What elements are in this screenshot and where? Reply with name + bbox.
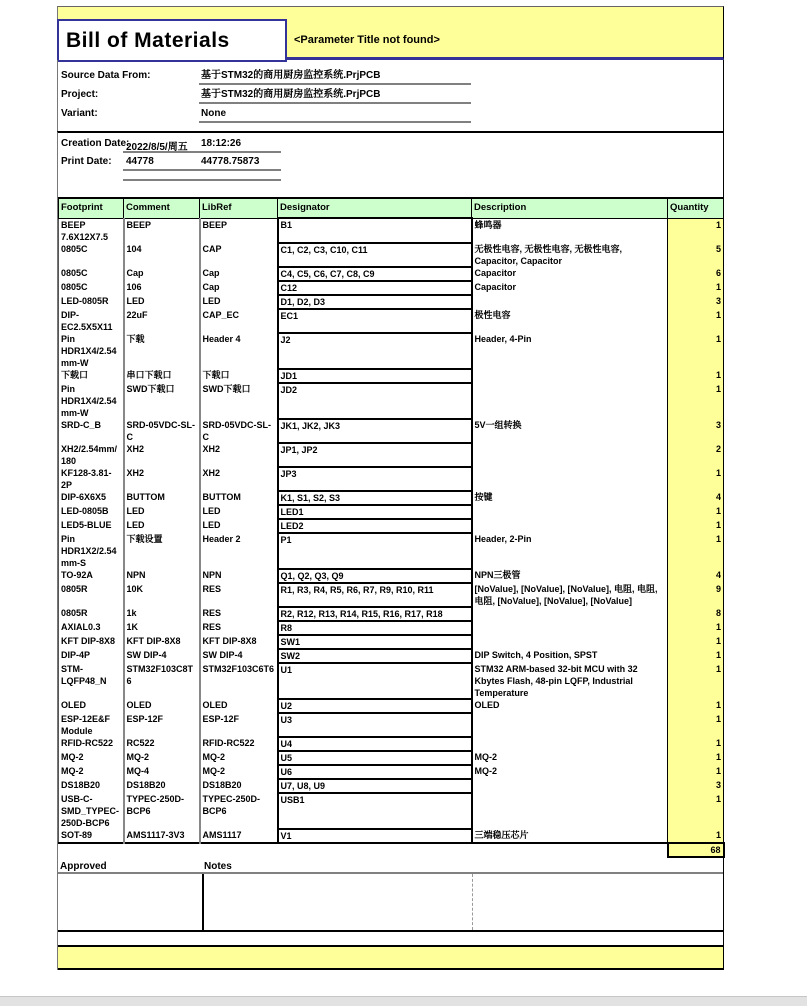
cell-quantity: 1 xyxy=(668,383,724,419)
cell-comment: 22uF xyxy=(124,309,200,333)
cell-description: Capacitor xyxy=(474,267,517,278)
cell-description: Header, 4-Pin xyxy=(474,333,532,344)
cell-libref: BUTTOM xyxy=(200,491,278,505)
footer-labels-row xyxy=(58,859,723,874)
cell-comment: KFT DIP-8X8 xyxy=(124,635,200,649)
cell-quantity: 1 xyxy=(668,751,724,765)
cell-quantity: 1 xyxy=(668,533,724,569)
cell-designator: D1, D2, D3 xyxy=(278,295,472,309)
dates-divider-rule xyxy=(123,179,281,181)
cell-quantity: 1 xyxy=(668,218,724,243)
cell-footprint: 0805R xyxy=(59,607,124,621)
cell-designator: U2 xyxy=(278,699,472,713)
cell-description xyxy=(472,793,668,829)
column-header-designator: Designator xyxy=(278,198,472,218)
cell-comment: 下载 xyxy=(124,333,200,369)
table-row xyxy=(59,419,724,443)
table-row xyxy=(59,267,724,281)
table-row xyxy=(59,737,724,751)
cell-designator: R8 xyxy=(278,621,472,635)
cell-designator: C12 xyxy=(278,281,472,295)
table-row xyxy=(59,713,724,737)
cell-libref: SWD下载口 xyxy=(200,383,278,419)
cell-comment: LED xyxy=(124,505,200,519)
cell-comment: XH2 xyxy=(124,467,200,491)
cell-footprint: DS18B20 xyxy=(59,779,124,793)
cell-libref: RES xyxy=(200,621,278,635)
print-date-row xyxy=(58,155,725,171)
cell-quantity: 6 xyxy=(668,267,724,281)
notes-label: Notes xyxy=(204,860,232,872)
cell-designator: V1 xyxy=(278,829,472,843)
cell-designator: SW2 xyxy=(278,649,472,663)
cell-libref: CAP_EC xyxy=(200,309,278,333)
cell-designator: SW1 xyxy=(278,635,472,649)
cell-footprint: Pin HDR1X4/2.54mm-W xyxy=(59,383,124,419)
cell-comment: SW DIP-4 xyxy=(124,649,200,663)
bom-table-body xyxy=(59,218,724,843)
cell-libref: SW DIP-4 xyxy=(200,649,278,663)
cell-footprint: RFID-RC522 xyxy=(59,737,124,751)
cell-footprint: 0805C xyxy=(59,243,124,267)
cell-description xyxy=(472,607,668,621)
cell-quantity: 9 xyxy=(668,583,724,607)
source-data-row xyxy=(58,68,723,87)
cell-libref: MQ-2 xyxy=(200,765,278,779)
cell-designator: C1, C2, C3, C10, C11 xyxy=(278,243,472,267)
cell-comment: 下载设置 xyxy=(124,533,200,569)
cell-comment: BEEP xyxy=(124,218,200,243)
table-row xyxy=(59,751,724,765)
bom-table-header xyxy=(59,198,724,218)
cell-designator: JP3 xyxy=(278,467,472,491)
cell-libref: OLED xyxy=(200,699,278,713)
cell-quantity: 3 xyxy=(668,779,724,793)
table-row xyxy=(59,765,724,779)
cell-quantity: 1 xyxy=(668,467,724,491)
table-row xyxy=(59,649,724,663)
cell-designator: R2, R12, R13, R14, R15, R16, R17, R18 xyxy=(278,607,472,621)
cell-comment: 104 xyxy=(124,243,200,267)
cell-footprint: ESP-12E&F Module xyxy=(59,713,124,737)
cell-comment: NPN xyxy=(124,569,200,583)
cell-description xyxy=(472,737,668,751)
table-row xyxy=(59,793,724,829)
total-row-spacer xyxy=(59,843,668,857)
cell-footprint: DIP-6X6X5 xyxy=(59,491,124,505)
cell-description: NPN三极管 xyxy=(474,569,521,580)
cell-designator: LED1 xyxy=(278,505,472,519)
table-row xyxy=(59,295,724,309)
cell-comment: 1k xyxy=(124,607,200,621)
column-header-comment: Comment xyxy=(124,198,200,218)
cell-footprint: USB-C-SMD_TYPEC-250D-BCP6 xyxy=(59,793,124,829)
table-row xyxy=(59,607,724,621)
cell-description: Capacitor xyxy=(474,281,517,292)
table-row xyxy=(59,218,724,243)
print-date-value: 44778 xyxy=(126,156,154,167)
cell-footprint: AXIAL0.3 xyxy=(59,621,124,635)
table-row xyxy=(59,583,724,607)
cell-libref: RES xyxy=(200,607,278,621)
cell-designator: C4, C5, C6, C7, C8, C9 xyxy=(278,267,472,281)
cell-description: 蜂鸣器 xyxy=(474,219,502,230)
cell-libref: MQ-2 xyxy=(200,751,278,765)
cell-footprint: 0805C xyxy=(59,281,124,295)
cell-comment: OLED xyxy=(124,699,200,713)
cell-designator: U6 xyxy=(278,765,472,779)
cell-description: 三端稳压芯片 xyxy=(474,829,529,840)
cell-libref: TYPEC-250D-BCP6 xyxy=(200,793,278,829)
cell-quantity: 1 xyxy=(668,829,724,843)
cell-libref: NPN xyxy=(200,569,278,583)
cell-comment: SRD-05VDC-SL-C xyxy=(124,419,200,443)
cell-comment: LED xyxy=(124,519,200,533)
cell-libref: Cap xyxy=(200,281,278,295)
cell-designator: JK1, JK2, JK3 xyxy=(278,419,472,443)
cell-quantity: 1 xyxy=(668,635,724,649)
cell-designator: JD1 xyxy=(278,369,472,383)
cell-quantity: 1 xyxy=(668,519,724,533)
cell-quantity: 3 xyxy=(668,295,724,309)
cell-description xyxy=(472,779,668,793)
cell-quantity: 1 xyxy=(668,309,724,333)
total-quantity: 68 xyxy=(668,843,724,857)
cell-libref: RES xyxy=(200,583,278,607)
cell-footprint: KFT DIP-8X8 xyxy=(59,635,124,649)
header-row xyxy=(59,198,724,218)
cell-quantity: 1 xyxy=(668,505,724,519)
cell-quantity: 1 xyxy=(668,663,724,699)
cell-quantity: 4 xyxy=(668,569,724,583)
cell-designator: R1, R3, R4, R5, R6, R7, R9, R10, R11 xyxy=(278,583,472,607)
print-time-value: 44778.75873 xyxy=(201,156,260,167)
cell-comment: STM32F103C8T6 xyxy=(124,663,200,699)
cell-libref: Cap xyxy=(200,267,278,281)
cell-quantity: 5 xyxy=(668,243,724,267)
cell-designator: U4 xyxy=(278,737,472,751)
cell-quantity: 1 xyxy=(668,621,724,635)
cell-comment: MQ-4 xyxy=(124,765,200,779)
cell-quantity: 1 xyxy=(668,737,724,751)
cell-description: 极性电容 xyxy=(474,309,511,320)
cell-description xyxy=(472,383,668,419)
cell-designator: Q1, Q2, Q3, Q9 xyxy=(278,569,472,583)
cell-libref: LED xyxy=(200,295,278,309)
table-row xyxy=(59,491,724,505)
cell-description: MQ-2 xyxy=(474,751,497,762)
footer-yellow-bar xyxy=(58,945,723,970)
cell-libref: XH2 xyxy=(200,467,278,491)
table-row xyxy=(59,333,724,369)
column-header-quantity: Quantity xyxy=(668,198,724,218)
cell-description: STM32 ARM-based 32-bit MCU with 32 Kbytes Flash, 48-pin LQFP, Industrial Temperature xyxy=(474,663,638,698)
cell-description: OLED xyxy=(474,699,500,710)
cell-designator: U3 xyxy=(278,713,472,737)
project-value: 基于STM32的商用厨房监控系统.PrjPCB xyxy=(199,87,471,104)
cell-description xyxy=(472,467,668,491)
cell-libref: 下载口 xyxy=(200,369,278,383)
cell-libref: KFT DIP-8X8 xyxy=(200,635,278,649)
title-box xyxy=(57,19,287,62)
cell-comment: 串口下载口 xyxy=(124,369,200,383)
approved-notes-box xyxy=(58,874,723,932)
cell-libref: RFID-RC522 xyxy=(200,737,278,751)
cell-description xyxy=(472,369,668,383)
cell-quantity: 1 xyxy=(668,713,724,737)
table-and-footer xyxy=(57,197,724,970)
cell-libref: CAP xyxy=(200,243,278,267)
cell-comment: MQ-2 xyxy=(124,751,200,765)
cell-footprint: LED5-BLUE xyxy=(59,519,124,533)
report-page xyxy=(57,0,724,990)
table-row xyxy=(59,779,724,793)
cell-footprint: 0805R xyxy=(59,583,124,607)
source-info-section xyxy=(57,60,724,131)
cell-footprint: DIP-4P xyxy=(59,649,124,663)
column-header-footprint: Footprint xyxy=(59,198,124,218)
cell-footprint: XH2/2.54mm/180 xyxy=(59,443,124,467)
cell-description xyxy=(472,635,668,649)
bom-table xyxy=(58,197,725,858)
cell-libref: STM32F103C6T6 xyxy=(200,663,278,699)
cell-description xyxy=(472,505,668,519)
cell-comment: Cap xyxy=(124,267,200,281)
variant-label: Variant: xyxy=(61,108,98,119)
cell-designator: U1 xyxy=(278,663,472,699)
cell-comment: DS18B20 xyxy=(124,779,200,793)
dates-section xyxy=(57,131,724,197)
cell-footprint: Pin HDR1X2/2.54mm-S xyxy=(59,533,124,569)
cell-comment: 1K xyxy=(124,621,200,635)
cell-footprint: SRD-C_B xyxy=(59,419,124,443)
cell-comment: AMS1117-3V3 xyxy=(124,829,200,843)
cell-comment: 106 xyxy=(124,281,200,295)
page-title: Bill of Materials xyxy=(66,28,230,52)
cell-footprint: DIP-EC2.5X5X11 xyxy=(59,309,124,333)
variant-row xyxy=(58,106,723,125)
cell-libref: Header 4 xyxy=(200,333,278,369)
cell-designator: P1 xyxy=(278,533,472,569)
cell-libref: LED xyxy=(200,519,278,533)
cell-quantity: 3 xyxy=(668,419,724,443)
cell-designator: JD2 xyxy=(278,383,472,419)
cell-description xyxy=(472,621,668,635)
project-row xyxy=(58,87,723,106)
creation-date-label: Creation Date: xyxy=(61,138,130,149)
cell-designator: U7, U8, U9 xyxy=(278,779,472,793)
cell-quantity: 1 xyxy=(668,369,724,383)
cell-footprint: 0805C xyxy=(59,267,124,281)
cell-footprint: MQ-2 xyxy=(59,765,124,779)
cell-footprint: TO-92A xyxy=(59,569,124,583)
table-row xyxy=(59,369,724,383)
cell-libref: BEEP xyxy=(200,218,278,243)
table-row xyxy=(59,281,724,295)
cell-quantity: 1 xyxy=(668,765,724,779)
cell-description: 无极性电容, 无极性电容, 无极性电容, Capacitor, Capacitor xyxy=(474,243,623,266)
cell-quantity: 1 xyxy=(668,699,724,713)
table-row xyxy=(59,533,724,569)
cell-description: [NoValue], [NoValue], [NoValue], 电阻, 电阻, 电阻, [NoValue], [NoValue], [NoValue] xyxy=(474,583,658,606)
table-row xyxy=(59,243,724,267)
cell-footprint: STM-LQFP48_N xyxy=(59,663,124,699)
cell-footprint: LED-0805R xyxy=(59,295,124,309)
table-row xyxy=(59,635,724,649)
cell-designator: EC1 xyxy=(278,309,472,333)
cell-comment: RC522 xyxy=(124,737,200,751)
table-row xyxy=(59,663,724,699)
cell-libref: AMS1117 xyxy=(200,829,278,843)
cell-footprint: SOT-89 xyxy=(59,829,124,843)
notes-box-divider xyxy=(202,874,204,930)
cell-description: Header, 2-Pin xyxy=(474,533,532,544)
cell-footprint: Pin HDR1X4/2.54mm-W xyxy=(59,333,124,369)
cell-footprint: KF128-3.81-2P xyxy=(59,467,124,491)
footer-gap-strip xyxy=(58,932,723,945)
cell-comment: 10K xyxy=(124,583,200,607)
cell-libref: Header 2 xyxy=(200,533,278,569)
cell-quantity: 1 xyxy=(668,649,724,663)
creation-date-value: 2022/8/5/周五 xyxy=(126,142,188,153)
cell-comment: LED xyxy=(124,295,200,309)
cell-designator: LED2 xyxy=(278,519,472,533)
column-header-description: Description xyxy=(472,198,668,218)
cell-libref: ESP-12F xyxy=(200,713,278,737)
parameter-title: <Parameter Title not found> xyxy=(294,34,440,46)
cell-designator: USB1 xyxy=(278,793,472,829)
cell-description xyxy=(472,443,668,467)
cell-quantity: 1 xyxy=(668,281,724,295)
cell-description: 按键 xyxy=(474,491,493,502)
cell-footprint: OLED xyxy=(59,699,124,713)
table-row xyxy=(59,699,724,713)
bom-table-total xyxy=(59,843,724,857)
cell-quantity: 1 xyxy=(668,333,724,369)
window-bottom-bar xyxy=(0,996,807,1006)
approved-label: Approved xyxy=(60,860,107,872)
cell-comment: SWD下载口 xyxy=(124,383,200,419)
cell-quantity: 2 xyxy=(668,443,724,467)
variant-value: None xyxy=(199,106,471,123)
cell-comment: TYPEC-250D-BCP6 xyxy=(124,793,200,829)
cell-libref: XH2 xyxy=(200,443,278,467)
cell-footprint: BEEP 7.6X12X7.5 xyxy=(59,218,124,243)
cell-designator: JP1, JP2 xyxy=(278,443,472,467)
cell-description: MQ-2 xyxy=(474,765,497,776)
total-row xyxy=(59,843,724,857)
notes-box-dashed-divider xyxy=(472,874,473,930)
source-data-label: Source Data From: xyxy=(61,70,151,81)
cell-description: 5V一组转换 xyxy=(474,419,522,430)
cell-designator: J2 xyxy=(278,333,472,369)
cell-libref: DS18B20 xyxy=(200,779,278,793)
column-header-libref: LibRef xyxy=(200,198,278,218)
creation-date-row xyxy=(58,137,725,153)
cell-designator: B1 xyxy=(278,218,472,243)
cell-quantity: 1 xyxy=(668,793,724,829)
table-row xyxy=(59,443,724,467)
cell-description xyxy=(472,713,668,737)
table-row xyxy=(59,505,724,519)
project-label: Project: xyxy=(61,89,99,100)
cell-libref: SRD-05VDC-SL-C xyxy=(200,419,278,443)
table-row xyxy=(59,519,724,533)
print-date-underline xyxy=(123,155,281,171)
cell-comment: XH2 xyxy=(124,443,200,467)
cell-footprint: LED-0805B xyxy=(59,505,124,519)
table-row xyxy=(59,309,724,333)
table-row xyxy=(59,383,724,419)
table-row xyxy=(59,467,724,491)
table-row xyxy=(59,621,724,635)
cell-footprint: MQ-2 xyxy=(59,751,124,765)
cell-libref: LED xyxy=(200,505,278,519)
cell-description xyxy=(472,295,668,309)
cell-designator: U5 xyxy=(278,751,472,765)
cell-quantity: 4 xyxy=(668,491,724,505)
cell-quantity: 8 xyxy=(668,607,724,621)
print-date-label: Print Date: xyxy=(61,156,112,167)
cell-footprint: 下载口 xyxy=(59,369,124,383)
table-row xyxy=(59,569,724,583)
table-row xyxy=(59,829,724,843)
source-data-value: 基于STM32的商用厨房监控系统.PrjPCB xyxy=(199,68,471,85)
cell-description xyxy=(472,519,668,533)
cell-description: DIP Switch, 4 Position, SPST xyxy=(474,649,598,660)
cell-comment: ESP-12F xyxy=(124,713,200,737)
creation-date-underline xyxy=(123,137,281,153)
cell-designator: K1, S1, S2, S3 xyxy=(278,491,472,505)
cell-comment: BUTTOM xyxy=(124,491,200,505)
creation-time-value: 18:12:26 xyxy=(201,138,242,149)
